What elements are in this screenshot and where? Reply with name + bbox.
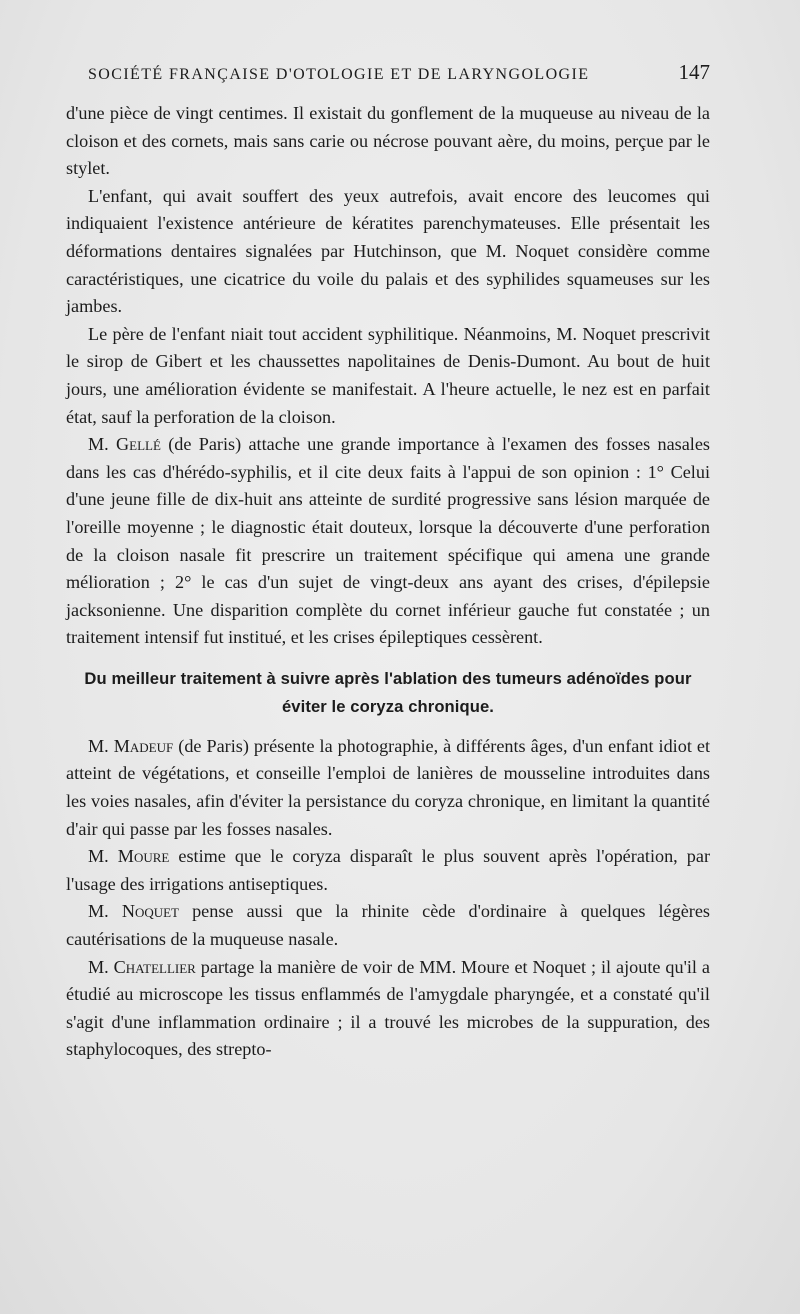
page-number: 147 bbox=[678, 60, 710, 84]
speaker-name: Madeuf bbox=[113, 735, 174, 756]
speaker-name: Moure bbox=[117, 846, 170, 867]
speaker-prefix: M. bbox=[88, 735, 114, 756]
paragraph: Le père de l'enfant niait tout accident syphilitique. Néanmoins, M. Noquet prescrivit le sirop de Gibert et les chaussettes napolitaines de Denis-Dumont. Au bout de huit jours, une amélioration évidente se manifestait. A l'heure actuelle, le nez est en parfait état, sauf la perforation de la cloison. bbox=[66, 323, 710, 427]
paragraph-noquet bbox=[66, 898, 710, 953]
paragraph: L'enfant, qui avait souffert des yeux autrefois, avait encore des leucomes qui indiquaient l'existence antérieure de kératites parenchymateuses. Elle présentait les déformations dentaires signalées par Hutchinson, que M. Noquet considère comme caractéristiques, une cicatrice du voile du palais et des syphilides squameuses sur les jambes. bbox=[66, 185, 710, 317]
paragraph-moure bbox=[66, 843, 710, 898]
paragraph-text: partage la manière de voir de MM. Moure et Noquet ; il ajoute qu'il a étudié au microscope les tissus enflammés de l'amygdale pharyngée, et a constaté qu'il s'agit d'une inflammation ordinaire ; il a trouvé les microbes de la suppuration, des staphylocoques, des strepto- bbox=[66, 956, 710, 1060]
speaker-prefix: M. bbox=[88, 434, 117, 455]
speaker-name: Gellé bbox=[116, 434, 161, 455]
paragraph-madeuf bbox=[66, 733, 710, 843]
paragraph-text: estime que le coryza disparaît le plus souvent après l'opération, par l'usage des irrigations antiseptiques. bbox=[66, 846, 711, 894]
speaker-prefix: M. bbox=[88, 846, 118, 867]
speaker-prefix: M. bbox=[88, 956, 114, 977]
speaker-name: Chatellier bbox=[113, 956, 196, 977]
page-body bbox=[66, 100, 710, 1064]
paragraph-gelle bbox=[66, 431, 710, 652]
paragraph-chatellier bbox=[66, 954, 710, 1064]
paragraph-text: (de Paris) présente la photographie, à différents âges, d'un enfant idiot et atteint de végétations, et conseille l'emploi de lanières de mousseline introduites dans les voies nasales, afin d'éviter la persistance du coryza chronique, en limitant la quantité d'air qui passe par les fosses nasales. bbox=[66, 735, 710, 839]
running-header bbox=[88, 60, 710, 85]
paragraph: d'une pièce de vingt centimes. Il existait du gonflement de la muqueuse au niveau de la cloison et des cornets, mais sans carie ou nécrose pouvant aère, du moins, perçue par le stylet. bbox=[66, 103, 710, 179]
section-title: Du meilleur traitement à suivre après l'ablation des tumeurs adénoïdes pour éviter le coryza chronique. bbox=[84, 668, 692, 716]
speaker-name: Noquet bbox=[121, 901, 179, 922]
speaker-prefix: M. bbox=[88, 901, 122, 922]
running-title: SOCIÉTÉ FRANÇAISE D'OTOLOGIE ET DE LARYNGOLOGIE bbox=[88, 66, 590, 83]
paragraph-text: (de Paris) attache une grande importance à l'examen des fosses nasales dans les cas d'hérédo-syphilis, et il cite deux faits à l'appui de son opinion : 1° Celui d'une jeune fille de dix-huit ans atteinte de surdité progressive sans lésion marquée de l'oreille moyenne ; le diagnostic était douteux, lorsque la découverte d'une perforation de la cloison nasale fit prescrire un traitement spécifique qui amena une grande mélioration ; 2° le cas d'un sujet de vingt-deux ans ayant des crises, d'épilepsie jacksonienne. Une disparition complète du cornet inférieur gauche fut constatée ; un traitement intensif fut institué, et les crises épileptiques cessèrent. bbox=[66, 434, 711, 648]
paragraph-text: pense aussi que la rhinite cède d'ordinaire à quelques légères cautérisations de la muqueuse nasale. bbox=[66, 901, 711, 950]
